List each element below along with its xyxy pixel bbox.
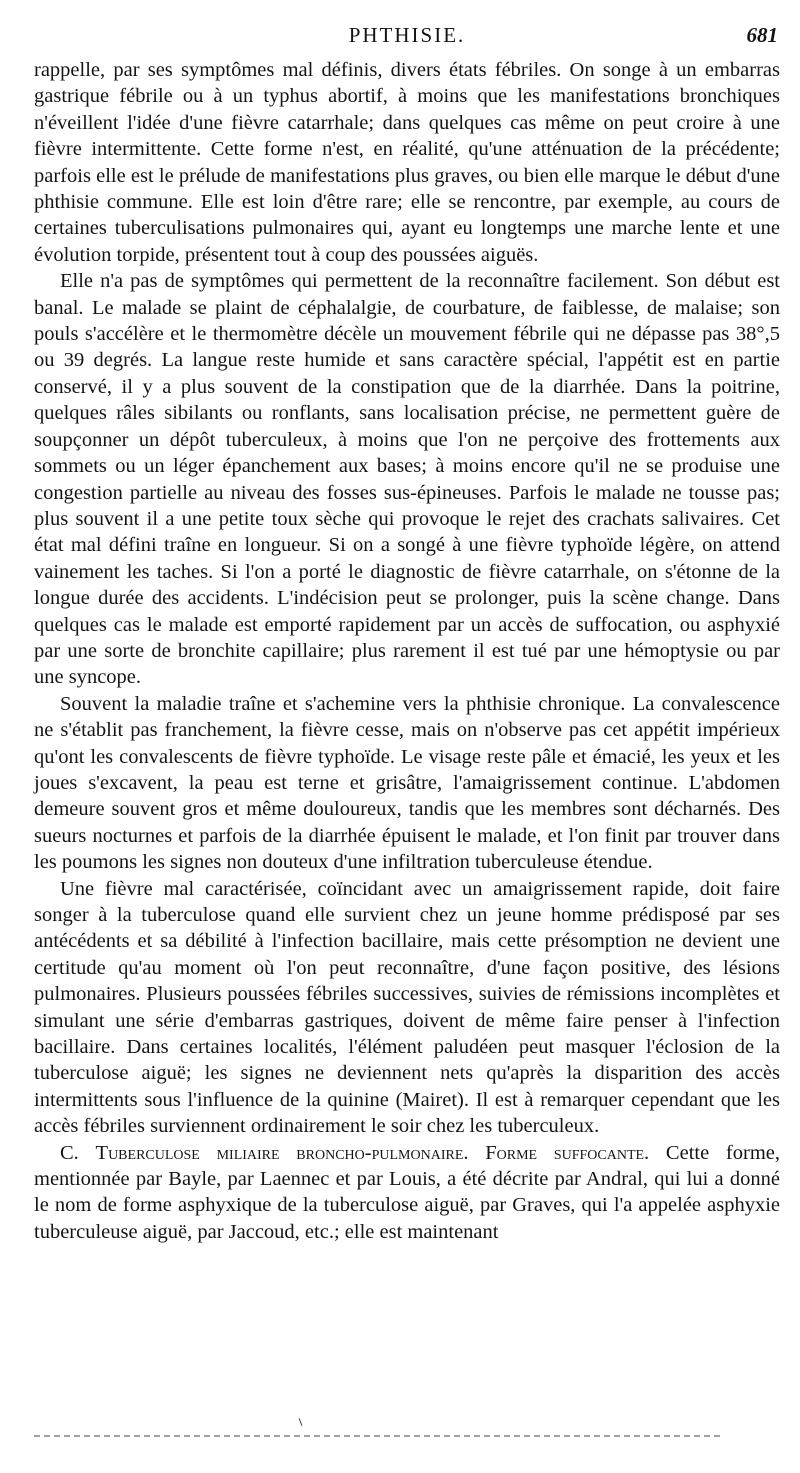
section-c-text: Cette forme, mentionnée par Bayle, par Laennec et par Louis, a été décrite par Andral, qui lui a donné le nom de forme asphyxique de la tuberculose aiguë, par Graves, qui l'a appelée asphyxie tuberculeuse aiguë, par Jaccoud, etc.; elle est maintenant <box>34 1141 780 1243</box>
page-number: 681 <box>746 23 778 47</box>
running-head <box>34 22 780 48</box>
running-title: PHTHISIE. <box>348 23 466 47</box>
section-c-subtitle: Forme suffocante. <box>485 1141 650 1164</box>
body-text <box>34 57 780 1245</box>
stray-mark <box>299 1418 303 1426</box>
section-c-paragraph <box>34 1140 780 1246</box>
paragraph-symptoms: Elle n'a pas de symptômes qui permettent de la reconnaître facilement. Son début est banal. Le malade se plaint de céphalalgie, de courbature, de faiblesse, de malaise; son pouls s'accélère et le thermomètre décèle un mouvement fébrile qui ne dépasse pas 38°,5 ou 39 degrés. La langue reste humide et sans caractère spécial, l'appétit est en partie conservé, il y a plus souvent de la constipation que de la diarrhée. Dans la poitrine, quelques râles sibilants ou ronflants, sans localisation précise, ne permettent guère de soupçonner un dépôt tuberculeux, à moins que l'on ne perçoive des frottements aux sommets ou un léger épanchement aux bases; à moins encore qu'il ne se produise une congestion partielle au niveau des fosses sus-épineuses. Parfois le malade ne tousse pas; plus souvent il a une petite toux sèche qui provoque le rejet des crachats salivaires. Cet état mal défini traîne en longueur. Si on a songé à une fièvre typhoïde légère, on attend vainement les taches. Si l'on a porté le diagnostic de fièvre catarrhale, on s'étonne de la longue durée des accidents. L'indécision peut se prolonger, puis la scène change. Dans quelques cas le malade est emporté rapidement par un accès de suffocation, ou asphyxié par une sorte de bronchite capillaire; plus rarement il est tué par une hémoptysie ou par une syncope. <box>34 270 780 689</box>
paragraph-diagnosis: Une fièvre mal caractérisée, coïncidant avec un amaigrissement rapide, doit faire songer à la tuberculose quand elle survient chez un jeune homme prédisposé par ses antécédents et sa débilité à l'infection bacillaire, mais cette présomption ne devient une certitude qu'au moment où l'on peut reconnaître, d'une façon positive, des lésions pulmonaires. Plusieurs poussées fébriles successives, suivies de rémissions incomplètes et simulant une série d'embarras gastriques, doivent de même faire penser à l'infection bacillaire. Dans certaines localités, l'élément paludéen peut masquer l'éclosion de la tuberculose aiguë; les signes ne deviennent nets qu'après la disparition des accès intermittents sous l'influence de la quinine (Mairet). Il est à remarquer cependant que les accès fébriles surviennent ordinairement le soir chez les tuberculeux. <box>34 877 780 1138</box>
section-c-title: Tuberculose miliaire broncho-pulmonaire. <box>95 1141 469 1164</box>
paragraph-chronic-course: Souvent la maladie traîne et s'achemine vers la phthisie chronique. La convalescence ne s'établit pas franchement, la fièvre cesse, mais on n'observe pas cet appétit impérieux qu'ont les convalescents de fièvre typhoïde. Le visage reste pâle et émacié, les yeux et les joues s'excavent, la peau est terne et grisâtre, l'amaigrissement continue. L'abdomen demeure souvent gros et même douloureux, tandis que les membres sont décharnés. Des sueurs nocturnes et parfois de la diarrhée épuisent le malade, et l'on finit par trouver dans les poumons les signes non douteux d'une infiltration tuberculeuse étendue. <box>34 692 780 874</box>
section-c-letter: C. <box>60 1141 79 1164</box>
paragraph-continued: rappelle, par ses symptômes mal définis, divers états fébriles. On songe à un embarras gastrique fébrile ou à un typhus abortif, à moins que les manifestations bronchiques n'éveillent l'idée d'une fièvre catarrhale; dans quelques cas même on peut croire à une fièvre intermittente. Cette forme n'est, en réalité, qu'une atténuation de la précédente; parfois elle est le prélude de manifestations plus graves, ou bien elle marque le début d'une phthisie commune. Elle est loin d'être rare; elle se rencontre, par exemple, au cours de certaines tuberculisations pulmonaires qui, ayant eu longtemps une marche lente et une évolution torpide, présentent tout à coup des poussées aiguës. <box>34 59 780 266</box>
bottom-rule <box>34 1435 720 1437</box>
